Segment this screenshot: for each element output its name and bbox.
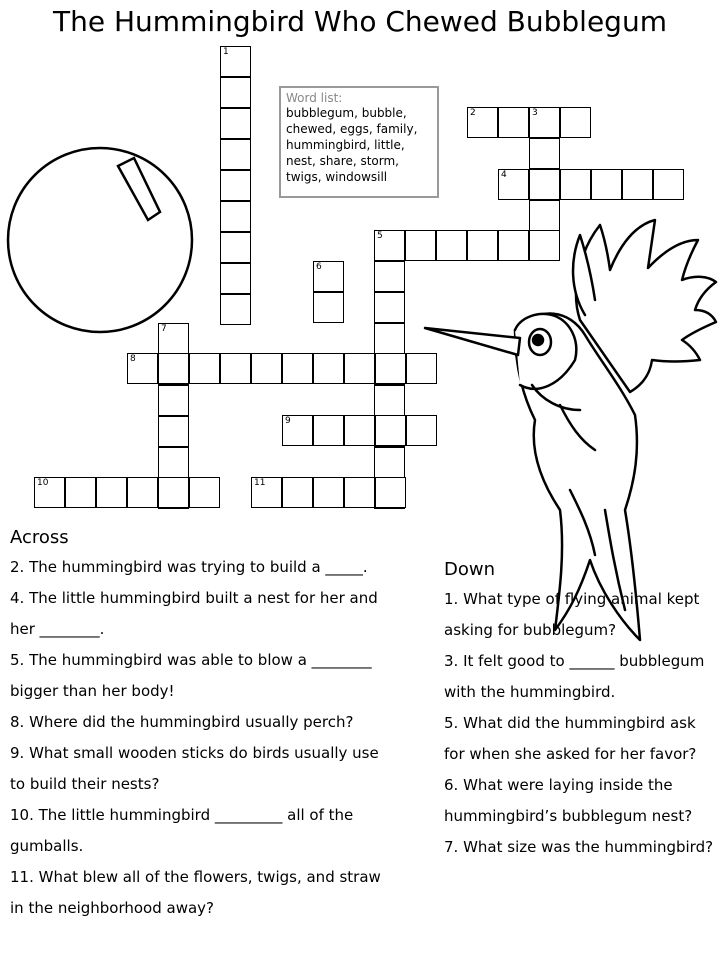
across-clues	[10, 524, 390, 924]
across-heading: Across	[10, 527, 69, 548]
grid-cell[interactable]	[529, 107, 560, 138]
grid-cell[interactable]	[560, 107, 591, 138]
word-list-heading: Word list:	[286, 91, 343, 105]
clue-number: 8	[130, 354, 136, 364]
grid-cell[interactable]	[282, 353, 313, 384]
down-clue: 7. What size was the hummingbird?	[444, 838, 714, 856]
word-list-words: bubblegum, bubble, chewed, eggs, family, hummingbird, little, nest, share, storm, twigs, windowsill	[286, 106, 418, 184]
grid-cell[interactable]	[344, 353, 375, 384]
grid-cell[interactable]	[313, 477, 344, 508]
grid-cell[interactable]	[282, 477, 313, 508]
grid-cell[interactable]	[220, 263, 251, 294]
down-clues	[444, 556, 714, 863]
word-list-box	[279, 86, 439, 198]
grid-cell[interactable]	[529, 169, 560, 200]
grid-cell[interactable]	[127, 353, 158, 384]
grid-cell[interactable]	[220, 232, 251, 263]
grid-cell[interactable]	[220, 170, 251, 201]
down-clue: 5. What did the hummingbird ask for when she asked for her favor?	[444, 714, 697, 763]
down-clue: 1. What type of flying animal kept asking for bubblegum?	[444, 590, 700, 639]
grid-cell[interactable]	[189, 477, 220, 508]
clue-number: 7	[161, 324, 167, 334]
grid-cell[interactable]	[622, 169, 653, 200]
grid-cell[interactable]	[96, 477, 127, 508]
clue-number: 11	[254, 478, 266, 488]
grid-cell[interactable]	[189, 353, 220, 384]
grid-cell[interactable]	[344, 415, 375, 446]
grid-cell[interactable]	[220, 46, 251, 77]
grid-cell[interactable]	[374, 385, 405, 416]
grid-cell[interactable]	[344, 477, 375, 508]
grid-cell[interactable]	[498, 169, 529, 200]
grid-cell[interactable]	[313, 261, 344, 292]
grid-cell[interactable]	[498, 107, 529, 138]
across-clue: 11. What blew all of the flowers, twigs, and straw in the neighborhood away?	[10, 868, 381, 917]
grid-cell[interactable]	[374, 261, 405, 292]
grid-cell[interactable]	[220, 294, 251, 325]
clue-number: 9	[285, 416, 291, 426]
clue-number: 4	[501, 170, 507, 180]
grid-cell[interactable]	[375, 353, 406, 384]
grid-cell[interactable]	[591, 169, 622, 200]
grid-cell[interactable]	[158, 416, 189, 447]
grid-cell[interactable]	[65, 477, 96, 508]
across-clue: 2. The hummingbird was trying to build a _____.	[10, 558, 368, 576]
grid-cell[interactable]	[374, 323, 405, 354]
grid-cell[interactable]	[158, 353, 189, 384]
grid-cell[interactable]	[374, 447, 405, 478]
grid-cell[interactable]	[251, 353, 282, 384]
page-title: The Hummingbird Who Chewed Bubblegum	[53, 5, 667, 38]
grid-cell[interactable]	[282, 415, 313, 446]
clue-number: 3	[532, 108, 538, 118]
grid-cell[interactable]	[560, 169, 591, 200]
down-clue: 3. It felt good to ______ bubblegum with the hummingbird.	[444, 652, 705, 701]
bubble-illustration	[0, 140, 200, 340]
grid-cell[interactable]	[220, 139, 251, 170]
grid-cell[interactable]	[158, 385, 189, 416]
clue-number: 1	[223, 47, 229, 57]
grid-cell[interactable]	[220, 201, 251, 232]
grid-cell[interactable]	[251, 477, 282, 508]
grid-cell[interactable]	[313, 353, 344, 384]
grid-cell[interactable]	[467, 107, 498, 138]
down-heading: Down	[444, 559, 496, 580]
clue-number: 10	[37, 478, 49, 488]
grid-cell[interactable]	[529, 138, 560, 169]
grid-cell[interactable]	[313, 292, 344, 323]
clue-number: 5	[377, 231, 383, 241]
grid-cell[interactable]	[220, 353, 251, 384]
grid-cell[interactable]	[653, 169, 684, 200]
clue-number: 6	[316, 262, 322, 272]
across-clue: 10. The little hummingbird _________ all of the gumballs.	[10, 806, 354, 855]
grid-cell[interactable]	[375, 415, 406, 446]
clue-number: 2	[470, 108, 476, 118]
grid-cell[interactable]	[220, 77, 251, 108]
across-clue: 4. The little hummingbird built a nest for her and her ________.	[10, 589, 378, 638]
across-clue: 9. What small wooden sticks do birds usually use to build their nests?	[10, 744, 379, 793]
across-clue: 8. Where did the hummingbird usually perch?	[10, 713, 354, 731]
grid-cell[interactable]	[375, 477, 406, 508]
grid-cell[interactable]	[313, 415, 344, 446]
grid-cell[interactable]	[34, 477, 65, 508]
grid-cell[interactable]	[220, 108, 251, 139]
grid-cell[interactable]	[374, 230, 405, 261]
grid-cell[interactable]	[127, 477, 158, 508]
down-clue: 6. What were laying inside the hummingbird’s bubblegum nest?	[444, 776, 693, 825]
grid-cell[interactable]	[158, 447, 189, 478]
grid-cell[interactable]	[158, 477, 189, 508]
grid-cell[interactable]	[374, 292, 405, 323]
across-clue: 5. The hummingbird was able to blow a ________ bigger than her body!	[10, 651, 372, 700]
